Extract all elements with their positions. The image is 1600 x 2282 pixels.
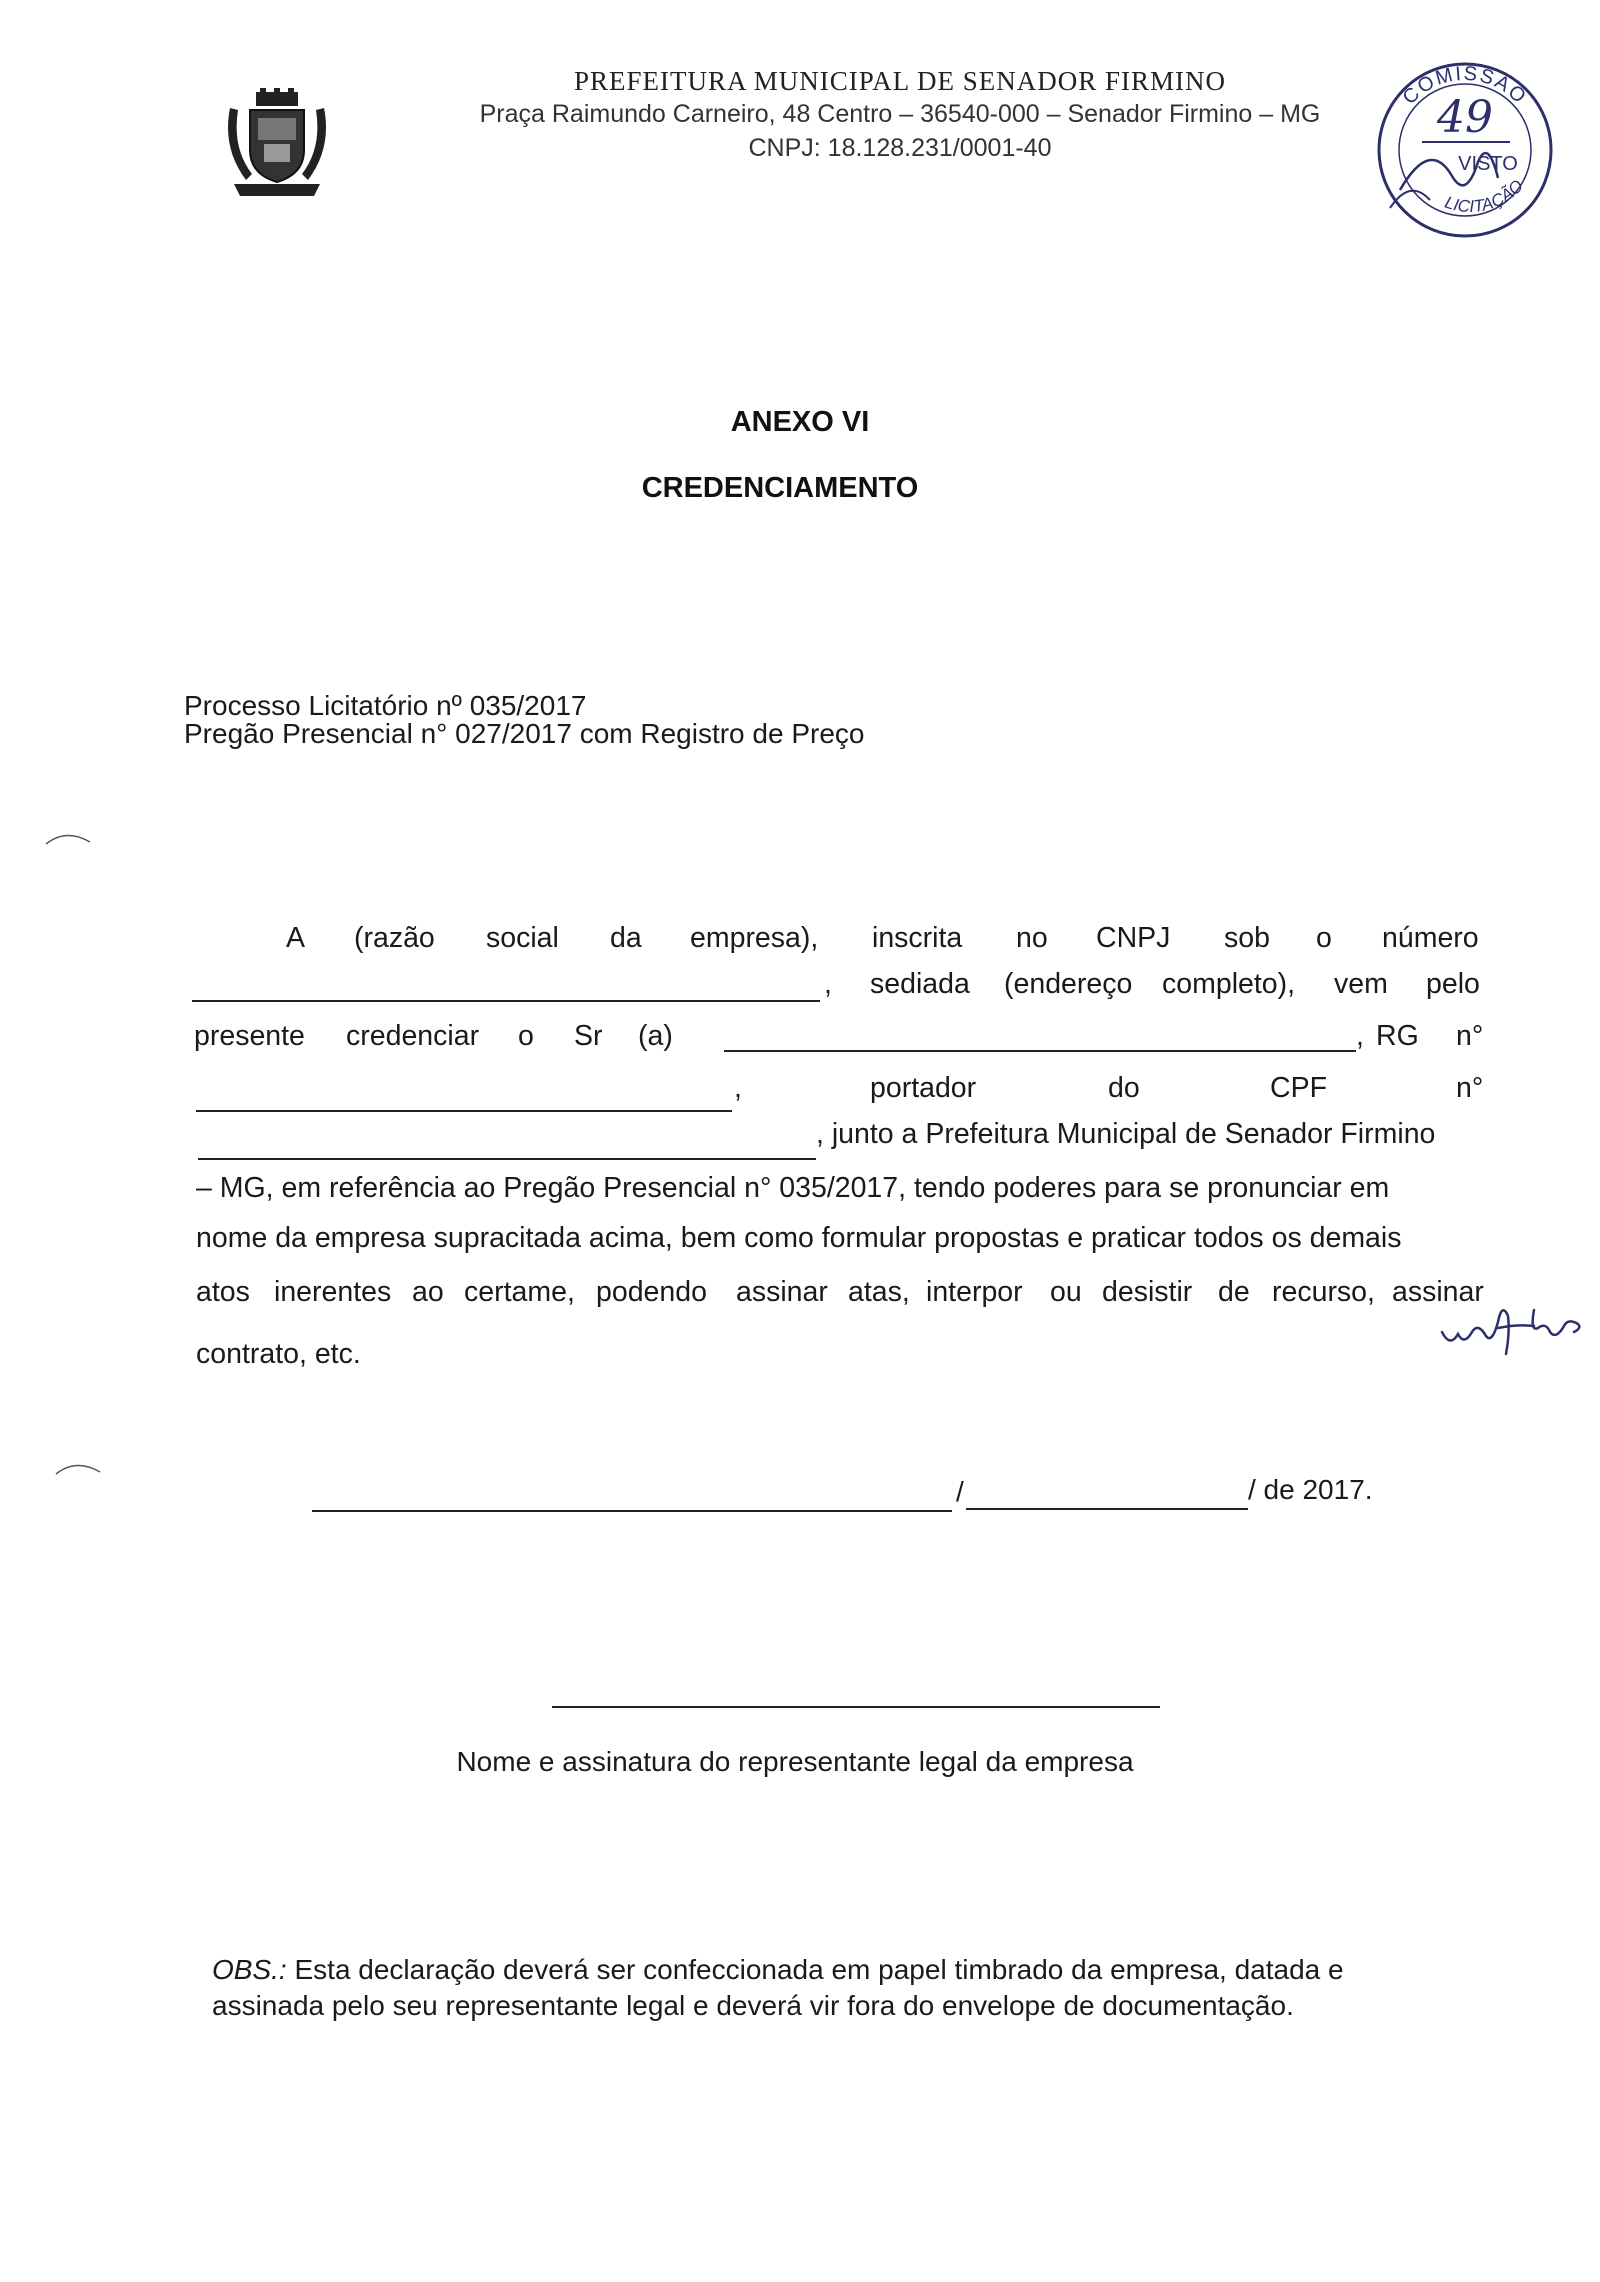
word: empresa),: [690, 922, 819, 954]
word: portador: [870, 1072, 977, 1104]
date-separator: /: [956, 1476, 964, 1507]
word: o: [1316, 922, 1332, 954]
paragraph-line-4: [194, 1072, 1494, 1112]
obs-line-1: [212, 1954, 1512, 1986]
word: interpor: [926, 1276, 1023, 1308]
day-month-blank: [966, 1508, 1248, 1510]
paragraph-line-1: [194, 922, 1494, 962]
word: A: [286, 922, 306, 954]
word: número: [1382, 922, 1479, 954]
municipal-crest-icon: [222, 88, 332, 200]
word: da: [610, 922, 642, 954]
commission-stamp: [1370, 58, 1560, 238]
word: atos: [196, 1276, 250, 1308]
cpf-blank: [198, 1158, 816, 1160]
paragraph-line-9: [196, 1338, 1496, 1378]
word: ,: [824, 968, 832, 1000]
paragraph-text: , junto a Prefeitura Municipal de Senador Firmino: [816, 1118, 1436, 1150]
paragraph-line-2: [194, 968, 1494, 1008]
handwritten-initials: [1438, 1292, 1588, 1362]
word: podendo: [596, 1276, 707, 1308]
word: sediada: [870, 968, 970, 1000]
word: ao: [412, 1276, 444, 1308]
stamp-middle-text: VISTO: [1458, 153, 1518, 175]
word: ,: [1356, 1020, 1364, 1052]
paragraph-text: – MG, em referência ao Pregão Presencial n° 035/2017, tendo poderes para se pronunciar em: [196, 1172, 1390, 1204]
stamp-top-text: COMISSÃO: [1398, 62, 1532, 109]
paragraph-text: nome da empresa supracitada acima, bem como formular propostas e praticar todos os demais: [196, 1222, 1402, 1254]
word: pelo: [1426, 968, 1480, 1000]
paragraph-line-3: [194, 1020, 1494, 1060]
annex-title: ANEXO VI: [730, 406, 870, 438]
word: CPF: [1270, 1072, 1327, 1104]
letterhead-name: PREFEITURA MUNICIPAL DE SENADOR FIRMINO: [573, 66, 1227, 96]
word: RG: [1376, 1020, 1419, 1052]
stamp-bottom-text: LICITAÇÃO: [1442, 176, 1528, 217]
word: (razão: [354, 922, 435, 954]
word: assinar: [736, 1276, 828, 1308]
paragraph-line-6: [196, 1172, 1496, 1212]
word: ,: [734, 1072, 742, 1104]
letterhead-address: Praça Raimundo Carneiro, 48 Centro – 36540-000 – Senador Firmino – MG: [479, 100, 1321, 128]
word: (endereço: [1004, 968, 1133, 1000]
obs-line-2: [212, 1990, 1512, 2022]
document-title: CREDENCIAMENTO: [641, 472, 919, 504]
word: desistir: [1102, 1276, 1193, 1308]
signature-caption: Nome e assinatura do representante legal da empresa: [456, 1746, 1134, 1777]
word: credenciar: [346, 1020, 480, 1052]
paragraph-line-8: [196, 1276, 1496, 1316]
obs-label: OBS.:: [212, 1954, 287, 1985]
word: ou: [1050, 1276, 1082, 1308]
word: recurso,: [1272, 1276, 1375, 1308]
paragraph-line-5: [194, 1118, 1494, 1158]
word: o: [518, 1020, 534, 1052]
paragraph-line-7: [196, 1222, 1496, 1262]
word: CNPJ: [1096, 922, 1171, 954]
word: social: [486, 922, 559, 954]
word: vem: [1334, 968, 1388, 1000]
stamp-number: 49: [1437, 92, 1493, 143]
word: sob: [1224, 922, 1270, 954]
date-year-text: / de 2017.: [1248, 1474, 1373, 1505]
word: Sr: [574, 1020, 603, 1052]
word: de: [1218, 1276, 1250, 1308]
word: no: [1016, 922, 1048, 954]
word: certame,: [464, 1276, 575, 1308]
word: inscrita: [872, 922, 963, 954]
punch-mark: [44, 826, 94, 848]
word: inerentes: [274, 1276, 392, 1308]
word: atas,: [848, 1276, 910, 1308]
punch-mark: [54, 1456, 104, 1478]
city-blank: [312, 1510, 952, 1512]
word: presente: [194, 1020, 305, 1052]
word: completo),: [1162, 968, 1296, 1000]
word: do: [1108, 1072, 1140, 1104]
word: assinar: [1392, 1276, 1484, 1308]
pregao-reference: Pregão Presencial n° 027/2017 com Registro de Preço: [184, 718, 865, 749]
signature-line: [552, 1706, 1160, 1708]
word: (a): [638, 1020, 673, 1052]
processo-reference: Processo Licitatório nº 035/2017: [184, 690, 587, 721]
obs-text: assinada pelo seu representante legal e deverá vir fora do envelope de documentação.: [212, 1990, 1294, 2021]
letterhead-cnpj: CNPJ: 18.128.231/0001-40: [748, 134, 1052, 162]
obs-text: Esta declaração deverá ser confeccionada em papel timbrado da empresa, datada e: [286, 1954, 1344, 1985]
word: n°: [1456, 1020, 1484, 1052]
paragraph-text: contrato, etc.: [196, 1338, 361, 1370]
word: n°: [1456, 1072, 1484, 1104]
